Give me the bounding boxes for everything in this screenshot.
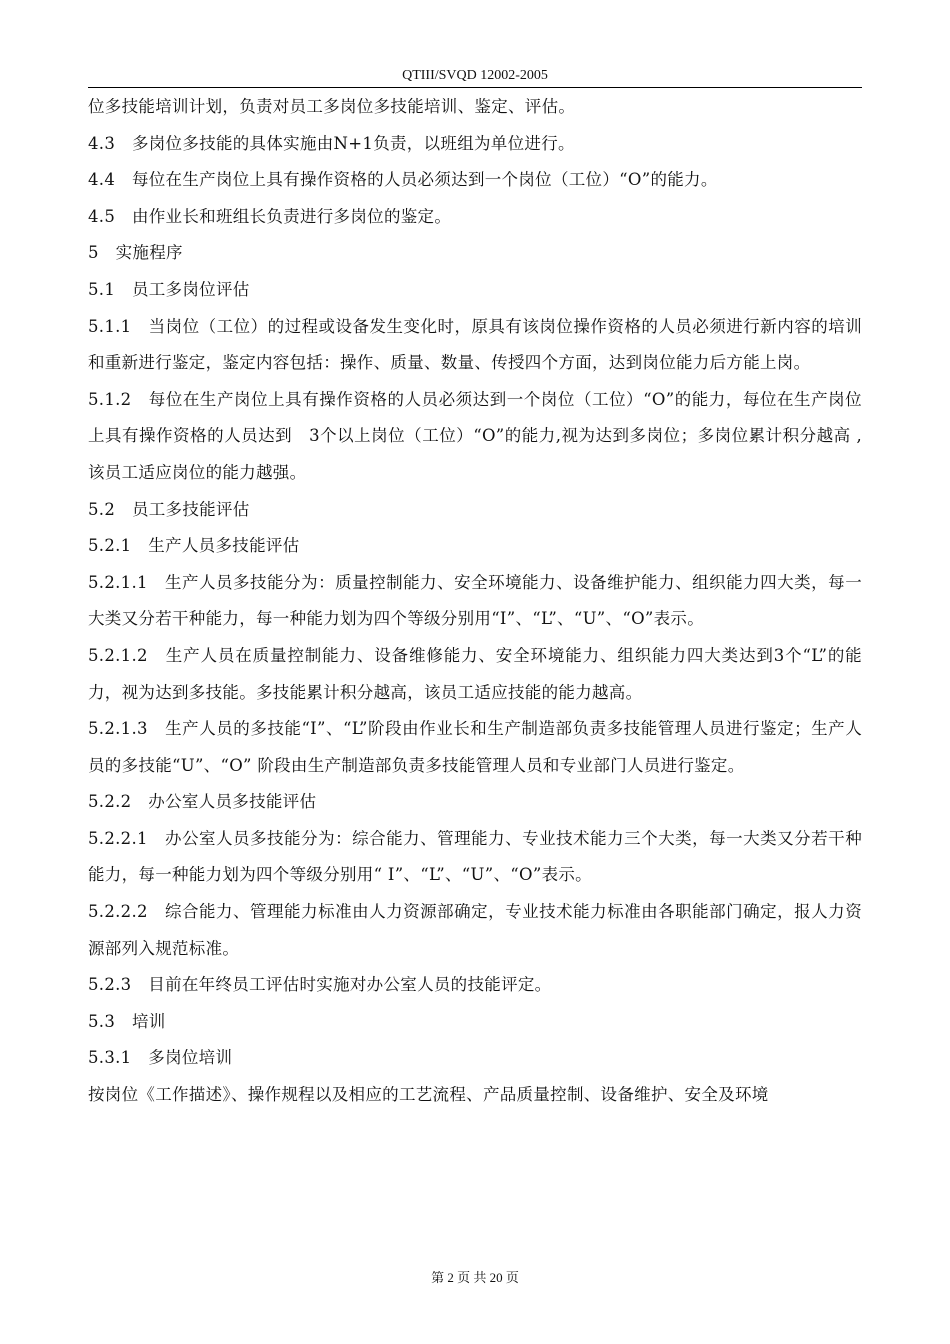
clause-4-5: 4.5 由作业长和班组长负责进行多岗位的鉴定。 xyxy=(88,206,452,226)
section-5-3-1-heading: 5.3.1 多岗位培训 xyxy=(88,1048,233,1068)
section-5-heading: 5 实施程序 xyxy=(88,243,183,263)
clause-5-2-1-1: 5.2.1.1 生产人员多技能分为：质量控制能力、安全环境能力、设备维护能力、组织能力四大类，每一大类又分若干种能力，每一种能力划为四个等级分别用“I”、“L”、“U”、“O”表示。 xyxy=(88,572,862,629)
section-5-2-2-heading: 5.2.2 办公室人员多技能评估 xyxy=(88,792,317,812)
section-5-2-1-heading: 5.2.1 生产人员多技能评估 xyxy=(88,536,300,556)
clause-5-2-1-3: 5.2.1.3 生产人员的多技能“I”、“L”阶段由作业长和生产制造部负责多技能管理人员进行鉴定；生产人员的多技能“U”、“O” 阶段由生产制造部负责多技能管理人员和专业部门人员进行鉴定。 xyxy=(88,719,862,775)
clause-5-2-2-1: 5.2.2.1 办公室人员多技能分为：综合能力、管理能力、专业技术能力三个大类，每一大类又分若干种能力，每一种能力划为四个等级分别用“ I”、“L”、“U”、“O”表示。 xyxy=(88,828,862,885)
section-5-1-heading: 5.1 员工多岗位评估 xyxy=(88,279,250,299)
clause-4-4: 4.4 每位在生产岗位上具有操作资格的人员必须达到一个岗位（工位）“O”的能力。 xyxy=(88,170,718,190)
clause-4-3: 4.3 多岗位多技能的具体实施由N+1负责，以班组为单位进行。 xyxy=(88,133,575,153)
document-body xyxy=(88,89,862,1114)
header-divider xyxy=(88,87,862,88)
clause-5-2-3: 5.2.3 目前在年终员工评估时实施对办公室人员的技能评定。 xyxy=(88,975,552,995)
clause-5-2-1-2: 5.2.1.2 生产人员在质量控制能力、设备维修能力、安全环境能力、组织能力四大类达到3个“L”的能力，视为达到多技能。多技能累计积分越高，该员工适应技能的能力越高。 xyxy=(88,645,862,702)
running-header: QTIII/SVQD 12002-2005 xyxy=(402,68,548,83)
paragraph-training-intro: 按岗位《工作描述》、操作规程以及相应的工艺流程、产品质量控制、设备维护、安全及环境 xyxy=(88,1085,769,1105)
clause-5-2-2-2: 5.2.2.2 综合能力、管理能力标准由人力资源部确定，专业技术能力标准由各职能部门确定，报人力资源部列入规范标准。 xyxy=(88,902,862,958)
clause-5-1-1: 5.1.1 当岗位（工位）的过程或设备发生变化时，原具有该岗位操作资格的人员必须进行新内容的培训和重新进行鉴定，鉴定内容包括：操作、质量、数量、传授四个方面，达到岗位能力后方能上岗。 xyxy=(88,316,862,373)
clause-5-1-2: 5.1.2 每位在生产岗位上具有操作资格的人员必须达到一个岗位（工位）“O”的能力，每位在生产岗位上具有操作资格的人员达到 3个以上岗位（工位）“O”的能力,视为达到多岗位；多岗位累计积分越高 ,该员工适应岗位的能力越强。 xyxy=(88,389,862,482)
paragraph-continuation: 位多技能培训计划，负责对员工多岗位多技能培训、鉴定、评估。 xyxy=(88,97,576,116)
section-5-3-heading: 5.3 培训 xyxy=(88,1011,166,1031)
page-number-footer: 第 2 页 共 20 页 xyxy=(431,1270,519,1285)
section-5-2-heading: 5.2 员工多技能评估 xyxy=(88,499,250,519)
